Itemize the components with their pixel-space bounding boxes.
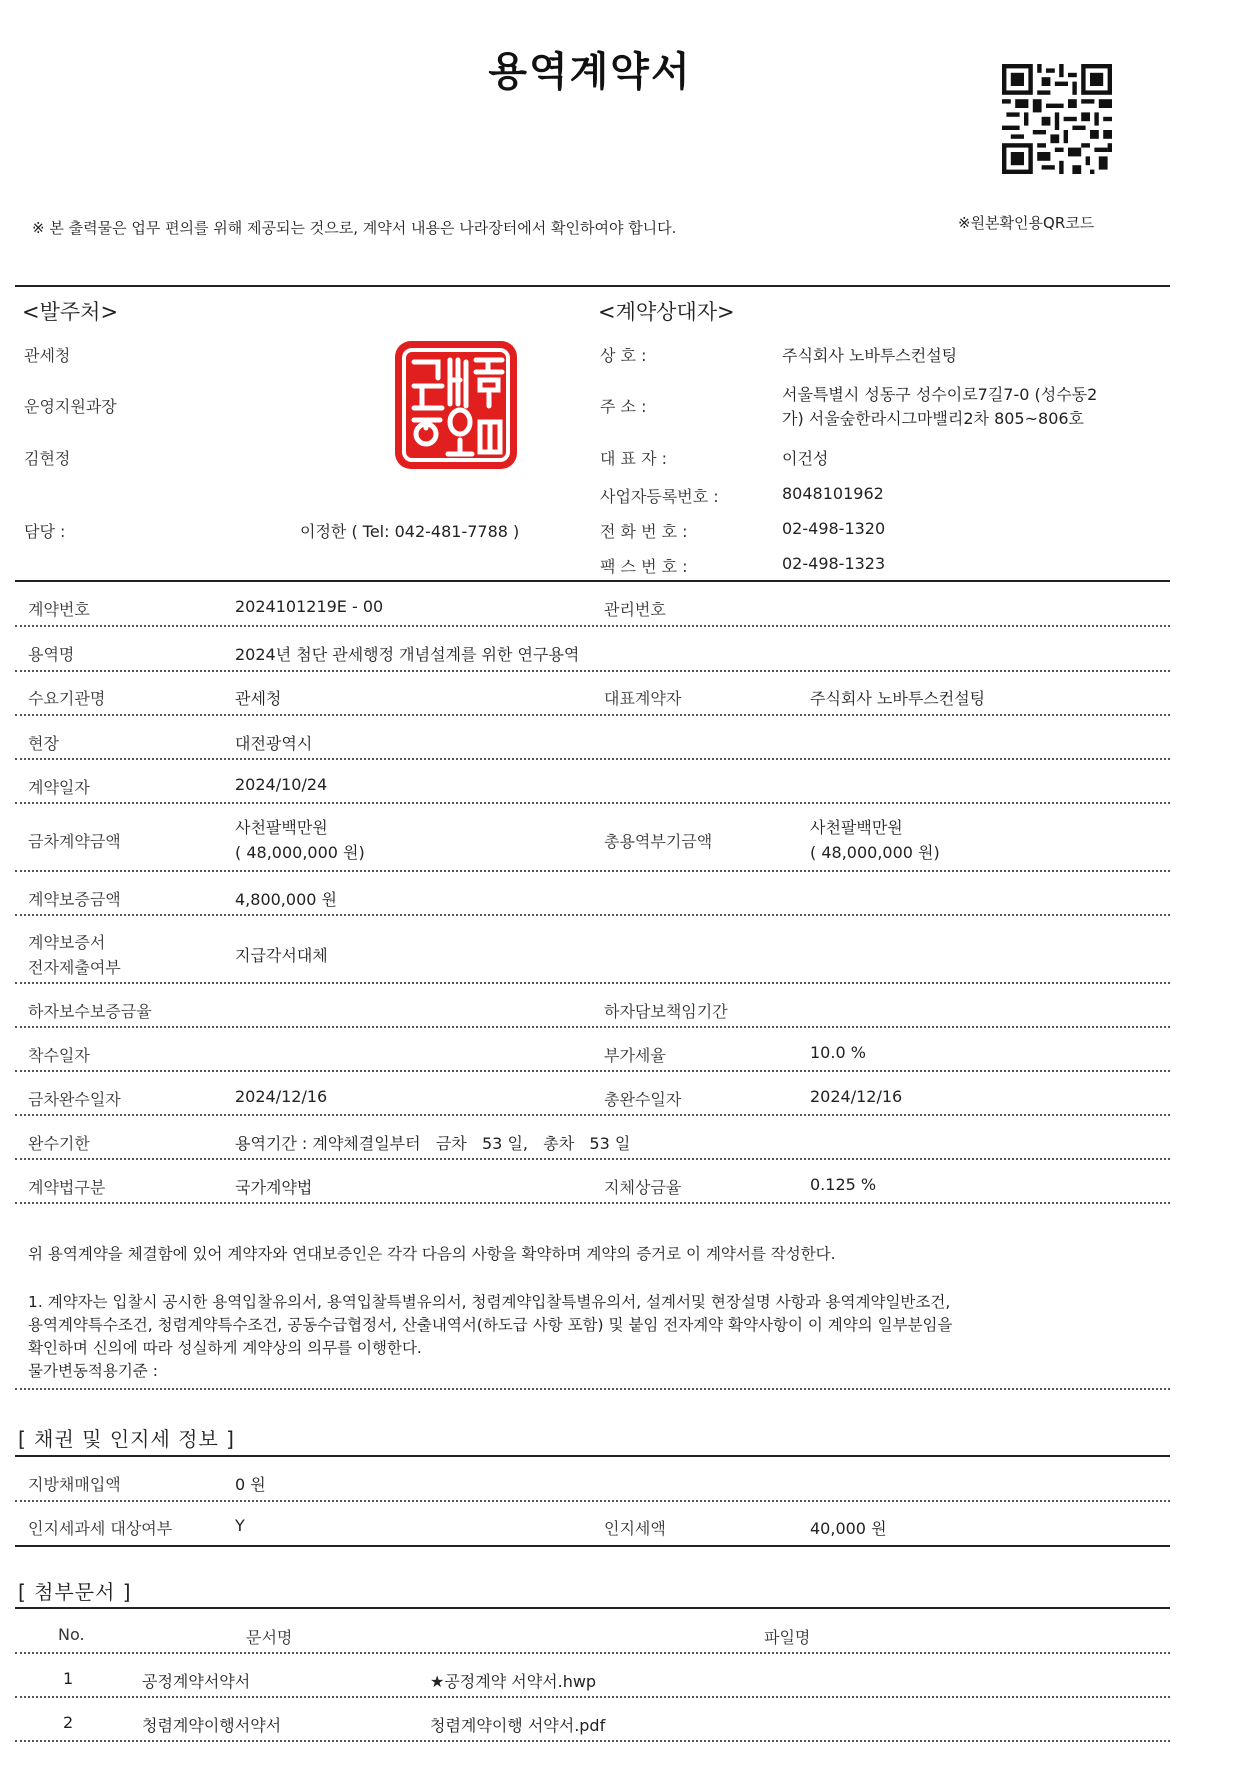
detail-value: 4,800,000 원 [235, 890, 337, 909]
divider [15, 1455, 1170, 1457]
detail-label: 계약보증금액 [28, 890, 121, 909]
output-notice: ※ 본 출력물은 업무 편의를 위해 제공되는 것으로, 계약서 내용은 나라장터에서 확인하여야 합니다. [32, 219, 677, 237]
clause-item: 1. 계약자는 입찰시 공시한 용역입찰유의서, 용역입찰특별유의서, 청렴계약입찰특별유의서, 설계서및 현장설명 사항과 용역계약일반조건, [28, 1293, 951, 1311]
contractor-label: 사업자등록번호 : [600, 487, 719, 506]
clause-item: 용역계약특수조건, 청렴계약특수조건, 공동수급협정서, 산출내역서(하도급 사항 포함) 및 붙임 전자계약 확약사항이 이 계약의 일부분임을 [28, 1316, 953, 1334]
contractor-label: 팩 스 번 호 : [600, 557, 688, 576]
attachment-no: 1 [63, 1669, 74, 1688]
detail-value: 국가계약법 [235, 1178, 313, 1197]
divider [15, 1607, 1170, 1609]
row-divider [15, 1388, 1170, 1390]
qr-code-icon [1002, 64, 1112, 174]
detail-value: ( 48,000,000 원) [235, 843, 365, 862]
detail-label: 금차계약금액 [28, 832, 121, 851]
document-title: 용역계약서 [488, 49, 692, 95]
detail-label: 완수기한 [28, 1134, 90, 1153]
attachment-file[interactable]: ★공정계약 서약서.hwp [430, 1672, 597, 1691]
attachments-col-file: 파일명 [764, 1628, 811, 1647]
detail-label: 인지세액 [604, 1519, 666, 1538]
row-divider [15, 1202, 1170, 1204]
row-divider [15, 714, 1170, 716]
detail-label: 계약법구분 [28, 1178, 106, 1197]
detail-value: 사천팔백만원 [810, 818, 903, 837]
detail-label: 현장 [28, 734, 59, 753]
attachment-no: 2 [63, 1713, 74, 1732]
detail-label: 관리번호 [604, 600, 666, 619]
detail-label: 총용역부기금액 [604, 832, 713, 851]
contractor-company: 주식회사 노바투스컨설팅 [782, 346, 958, 365]
detail-label: 계약번호 [28, 600, 90, 619]
detail-value: 주식회사 노바투스컨설팅 [810, 689, 986, 708]
contractor-bizno: 8048101962 [782, 484, 884, 503]
detail-value: 2024/12/16 [235, 1087, 328, 1106]
detail-value: Y [235, 1516, 245, 1535]
row-divider [15, 802, 1170, 804]
detail-label: 인지세과세 대상여부 [28, 1519, 173, 1538]
detail-label: 착수일자 [28, 1046, 90, 1065]
detail-value: 10.0 % [810, 1043, 866, 1062]
detail-value: 2024/10/24 [235, 775, 328, 794]
clause-item: 확인하며 신의에 따라 성실하게 계약상의 의무를 이행한다. [28, 1339, 422, 1357]
divider [15, 580, 1170, 582]
detail-label: 총완수일자 [604, 1090, 682, 1109]
official-seal-icon [392, 338, 520, 472]
row-divider [15, 758, 1170, 760]
row-divider [15, 870, 1170, 872]
contractor-label: 주 소 : [600, 397, 647, 416]
orderer-contact-label: 담당 : [24, 522, 66, 541]
attachments-section-title: [ 첨부문서 ] [18, 1580, 132, 1604]
attachments-col-no: No. [58, 1625, 85, 1644]
contractor-fax: 02-498-1323 [782, 554, 886, 573]
row-divider [15, 1158, 1170, 1160]
orderer-department: 운영지원과장 [24, 397, 117, 416]
divider [15, 1545, 1170, 1547]
detail-value: 용역기간 : 계약체결일부터 금차 53 일, 총차 53 일 [235, 1134, 631, 1153]
attachments-col-doc: 문서명 [246, 1628, 293, 1647]
row-divider [15, 914, 1170, 916]
detail-label: 금차완수일자 [28, 1090, 121, 1109]
divider [15, 285, 1170, 287]
contractor-address: 가) 서울숲한라시그마밸리2차 805~806호 [782, 409, 1085, 428]
detail-value: 2024101219E - 00 [235, 597, 384, 616]
row-divider [15, 670, 1170, 672]
price-adjust-label: 물가변동적용기준 : [28, 1362, 158, 1380]
detail-label: 지방채매입액 [28, 1475, 121, 1494]
detail-label: 수요기관명 [28, 689, 106, 708]
row-divider [15, 625, 1170, 627]
detail-value: 관세청 [235, 689, 282, 708]
detail-value: 0 원 [235, 1475, 266, 1494]
row-divider [15, 982, 1170, 984]
detail-label: 계약보증서 [28, 933, 106, 952]
detail-value: 2024년 첨단 관세행정 개념설계를 위한 연구용역 [235, 645, 580, 664]
detail-label: 용역명 [28, 645, 75, 664]
detail-label: 하자담보책임기간 [604, 1002, 728, 1021]
detail-value: 지급각서대체 [235, 946, 328, 965]
contractor-phone: 02-498-1320 [782, 519, 886, 538]
contractor-address: 서울특별시 성동구 성수이로7길7-0 (성수동2 [782, 385, 1098, 404]
orderer-agency: 관세청 [24, 346, 71, 365]
detail-value: 사천팔백만원 [235, 818, 328, 837]
row-divider [15, 1114, 1170, 1116]
attachment-doc: 공정계약서약서 [142, 1672, 251, 1691]
detail-label: 지체상금율 [604, 1178, 682, 1197]
bond-section-title: [ 채권 및 인지세 정보 ] [18, 1427, 235, 1451]
detail-label: 계약일자 [28, 778, 90, 797]
row-divider [15, 1500, 1170, 1502]
attachment-file[interactable]: 청렴계약이행 서약서.pdf [430, 1716, 606, 1735]
contractor-label: 전 화 번 호 : [600, 522, 688, 541]
detail-value: 0.125 % [810, 1175, 877, 1194]
detail-label: 하자보수보증금율 [28, 1002, 152, 1021]
orderer-person: 김현정 [24, 449, 71, 468]
detail-value: 40,000 원 [810, 1519, 887, 1538]
row-divider [15, 1026, 1170, 1028]
contractor-ceo: 이건성 [782, 449, 829, 468]
row-divider [15, 1070, 1170, 1072]
row-divider [15, 1652, 1170, 1654]
clause-intro: 위 용역계약을 체결함에 있어 계약자와 연대보증인은 각각 다음의 사항을 확약하며 계약의 증거로 이 계약서를 작성한다. [28, 1245, 836, 1263]
detail-value: 2024/12/16 [810, 1087, 903, 1106]
contractor-label: 대 표 자 : [600, 449, 668, 468]
contractor-label: 상 호 : [600, 346, 647, 365]
contractor-header: <계약상대자> [598, 300, 735, 324]
detail-label: 전자제출여부 [28, 958, 121, 977]
detail-value: 대전광역시 [235, 734, 313, 753]
row-divider [15, 1740, 1170, 1742]
detail-label: 대표계약자 [604, 689, 682, 708]
orderer-contact-value: 이정한 ( Tel: 042-481-7788 ) [300, 522, 520, 541]
detail-label: 부가세율 [604, 1046, 666, 1065]
attachment-doc: 청렴계약이행서약서 [142, 1716, 282, 1735]
orderer-header: <발주처> [22, 300, 119, 324]
qr-caption: ※원본확인용QR코드 [958, 214, 1095, 232]
row-divider [15, 1696, 1170, 1698]
detail-value: ( 48,000,000 원) [810, 843, 940, 862]
